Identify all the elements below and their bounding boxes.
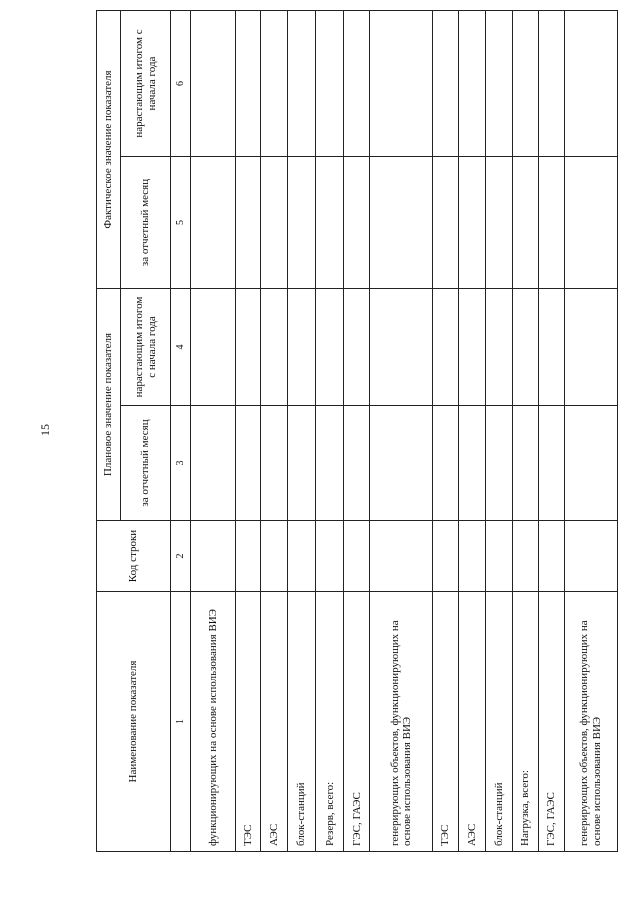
- empty-cell: [236, 521, 261, 592]
- table-row: [236, 11, 261, 852]
- header-plan-group: Плановое значение показателя: [97, 289, 121, 521]
- header-name: Наименование показателя: [97, 592, 171, 852]
- empty-cell: [486, 11, 513, 157]
- empty-cell: [513, 521, 539, 592]
- page-number: 15: [38, 424, 52, 436]
- row-label: Нагрузка, всего:: [513, 592, 539, 852]
- empty-cell: [513, 11, 539, 157]
- empty-cell: [433, 11, 459, 157]
- empty-cell: [538, 11, 564, 157]
- table-row: [316, 11, 344, 852]
- empty-cell: [261, 521, 288, 592]
- column-index: 2: [171, 521, 191, 592]
- table-row: [538, 11, 564, 852]
- empty-cell: [191, 11, 236, 157]
- empty-cell: [316, 521, 344, 592]
- table-row: [344, 11, 370, 852]
- empty-cell: [344, 521, 370, 592]
- empty-cell: [316, 406, 344, 521]
- row-label: АЭС: [459, 592, 486, 852]
- row-label: ГЭС, ГАЭС: [344, 592, 370, 852]
- empty-cell: [261, 289, 288, 406]
- empty-cell: [459, 11, 486, 157]
- empty-cell: [459, 521, 486, 592]
- empty-cell: [288, 521, 316, 592]
- empty-cell: [433, 157, 459, 289]
- table-row: [191, 11, 236, 852]
- empty-cell: [564, 406, 617, 521]
- header-plan-month: за отчетный месяц: [121, 406, 171, 521]
- empty-cell: [344, 406, 370, 521]
- table-row: [288, 11, 316, 852]
- table-row: [486, 11, 513, 852]
- column-index: 6: [171, 11, 191, 157]
- column-index: 5: [171, 157, 191, 289]
- table-row: [459, 11, 486, 852]
- row-label: функционирующих на основе использования ВИЭ: [191, 592, 236, 852]
- empty-cell: [191, 157, 236, 289]
- empty-cell: [191, 406, 236, 521]
- empty-cell: [370, 406, 433, 521]
- row-label: ТЭС: [236, 592, 261, 852]
- empty-cell: [564, 157, 617, 289]
- empty-cell: [433, 521, 459, 592]
- column-index-row: [171, 11, 191, 852]
- row-label: генерирующих объектов, функционирующих на основе использования ВИЭ: [370, 592, 433, 852]
- header-fact-cumulative: нарастающим итогом с начала года: [121, 11, 171, 157]
- header-fact-month: за отчетный месяц: [121, 157, 171, 289]
- empty-cell: [433, 289, 459, 406]
- empty-cell: [236, 406, 261, 521]
- empty-cell: [513, 406, 539, 521]
- empty-cell: [370, 289, 433, 406]
- empty-cell: [236, 11, 261, 157]
- empty-cell: [288, 289, 316, 406]
- column-index: 4: [171, 289, 191, 406]
- row-label: Резерв, всего:: [316, 592, 344, 852]
- empty-cell: [261, 406, 288, 521]
- empty-cell: [459, 157, 486, 289]
- empty-cell: [564, 521, 617, 592]
- empty-cell: [513, 157, 539, 289]
- empty-cell: [316, 157, 344, 289]
- rotated-table-container: [96, 11, 618, 852]
- empty-cell: [486, 289, 513, 406]
- row-label: АЭС: [261, 592, 288, 852]
- empty-cell: [236, 157, 261, 289]
- empty-cell: [513, 289, 539, 406]
- empty-cell: [370, 157, 433, 289]
- row-label: блок-станций: [288, 592, 316, 852]
- empty-cell: [538, 521, 564, 592]
- empty-cell: [288, 11, 316, 157]
- header-plan-cumulative: нарастающим итогом с начала года: [121, 289, 171, 406]
- empty-cell: [370, 11, 433, 157]
- empty-cell: [344, 289, 370, 406]
- report-table: [96, 10, 618, 852]
- row-label: ГЭС, ГАЭС: [538, 592, 564, 852]
- empty-cell: [564, 11, 617, 157]
- empty-cell: [261, 157, 288, 289]
- empty-cell: [236, 289, 261, 406]
- table-body: [191, 11, 618, 852]
- empty-cell: [288, 157, 316, 289]
- table-row: [261, 11, 288, 852]
- empty-cell: [564, 289, 617, 406]
- column-index: 3: [171, 406, 191, 521]
- empty-cell: [316, 11, 344, 157]
- empty-cell: [316, 289, 344, 406]
- table-row: [513, 11, 539, 852]
- empty-cell: [433, 406, 459, 521]
- empty-cell: [370, 521, 433, 592]
- empty-cell: [459, 289, 486, 406]
- empty-cell: [459, 406, 486, 521]
- empty-cell: [486, 157, 513, 289]
- table-row: [433, 11, 459, 852]
- empty-cell: [538, 289, 564, 406]
- empty-cell: [344, 11, 370, 157]
- empty-cell: [486, 406, 513, 521]
- empty-cell: [191, 521, 236, 592]
- empty-cell: [538, 157, 564, 289]
- empty-cell: [288, 406, 316, 521]
- empty-cell: [261, 11, 288, 157]
- header-fact-group: Фактическое значение показателя: [97, 11, 121, 289]
- header-code: Код строки: [97, 521, 171, 592]
- column-index: 1: [171, 592, 191, 852]
- empty-cell: [538, 406, 564, 521]
- row-label: ТЭС: [433, 592, 459, 852]
- empty-cell: [344, 157, 370, 289]
- row-label: блок-станций: [486, 592, 513, 852]
- table-row: [564, 11, 617, 852]
- empty-cell: [191, 289, 236, 406]
- empty-cell: [486, 521, 513, 592]
- row-label: генерирующих объектов, функционирующих на основе использования ВИЭ: [564, 592, 617, 852]
- table-row: [370, 11, 433, 852]
